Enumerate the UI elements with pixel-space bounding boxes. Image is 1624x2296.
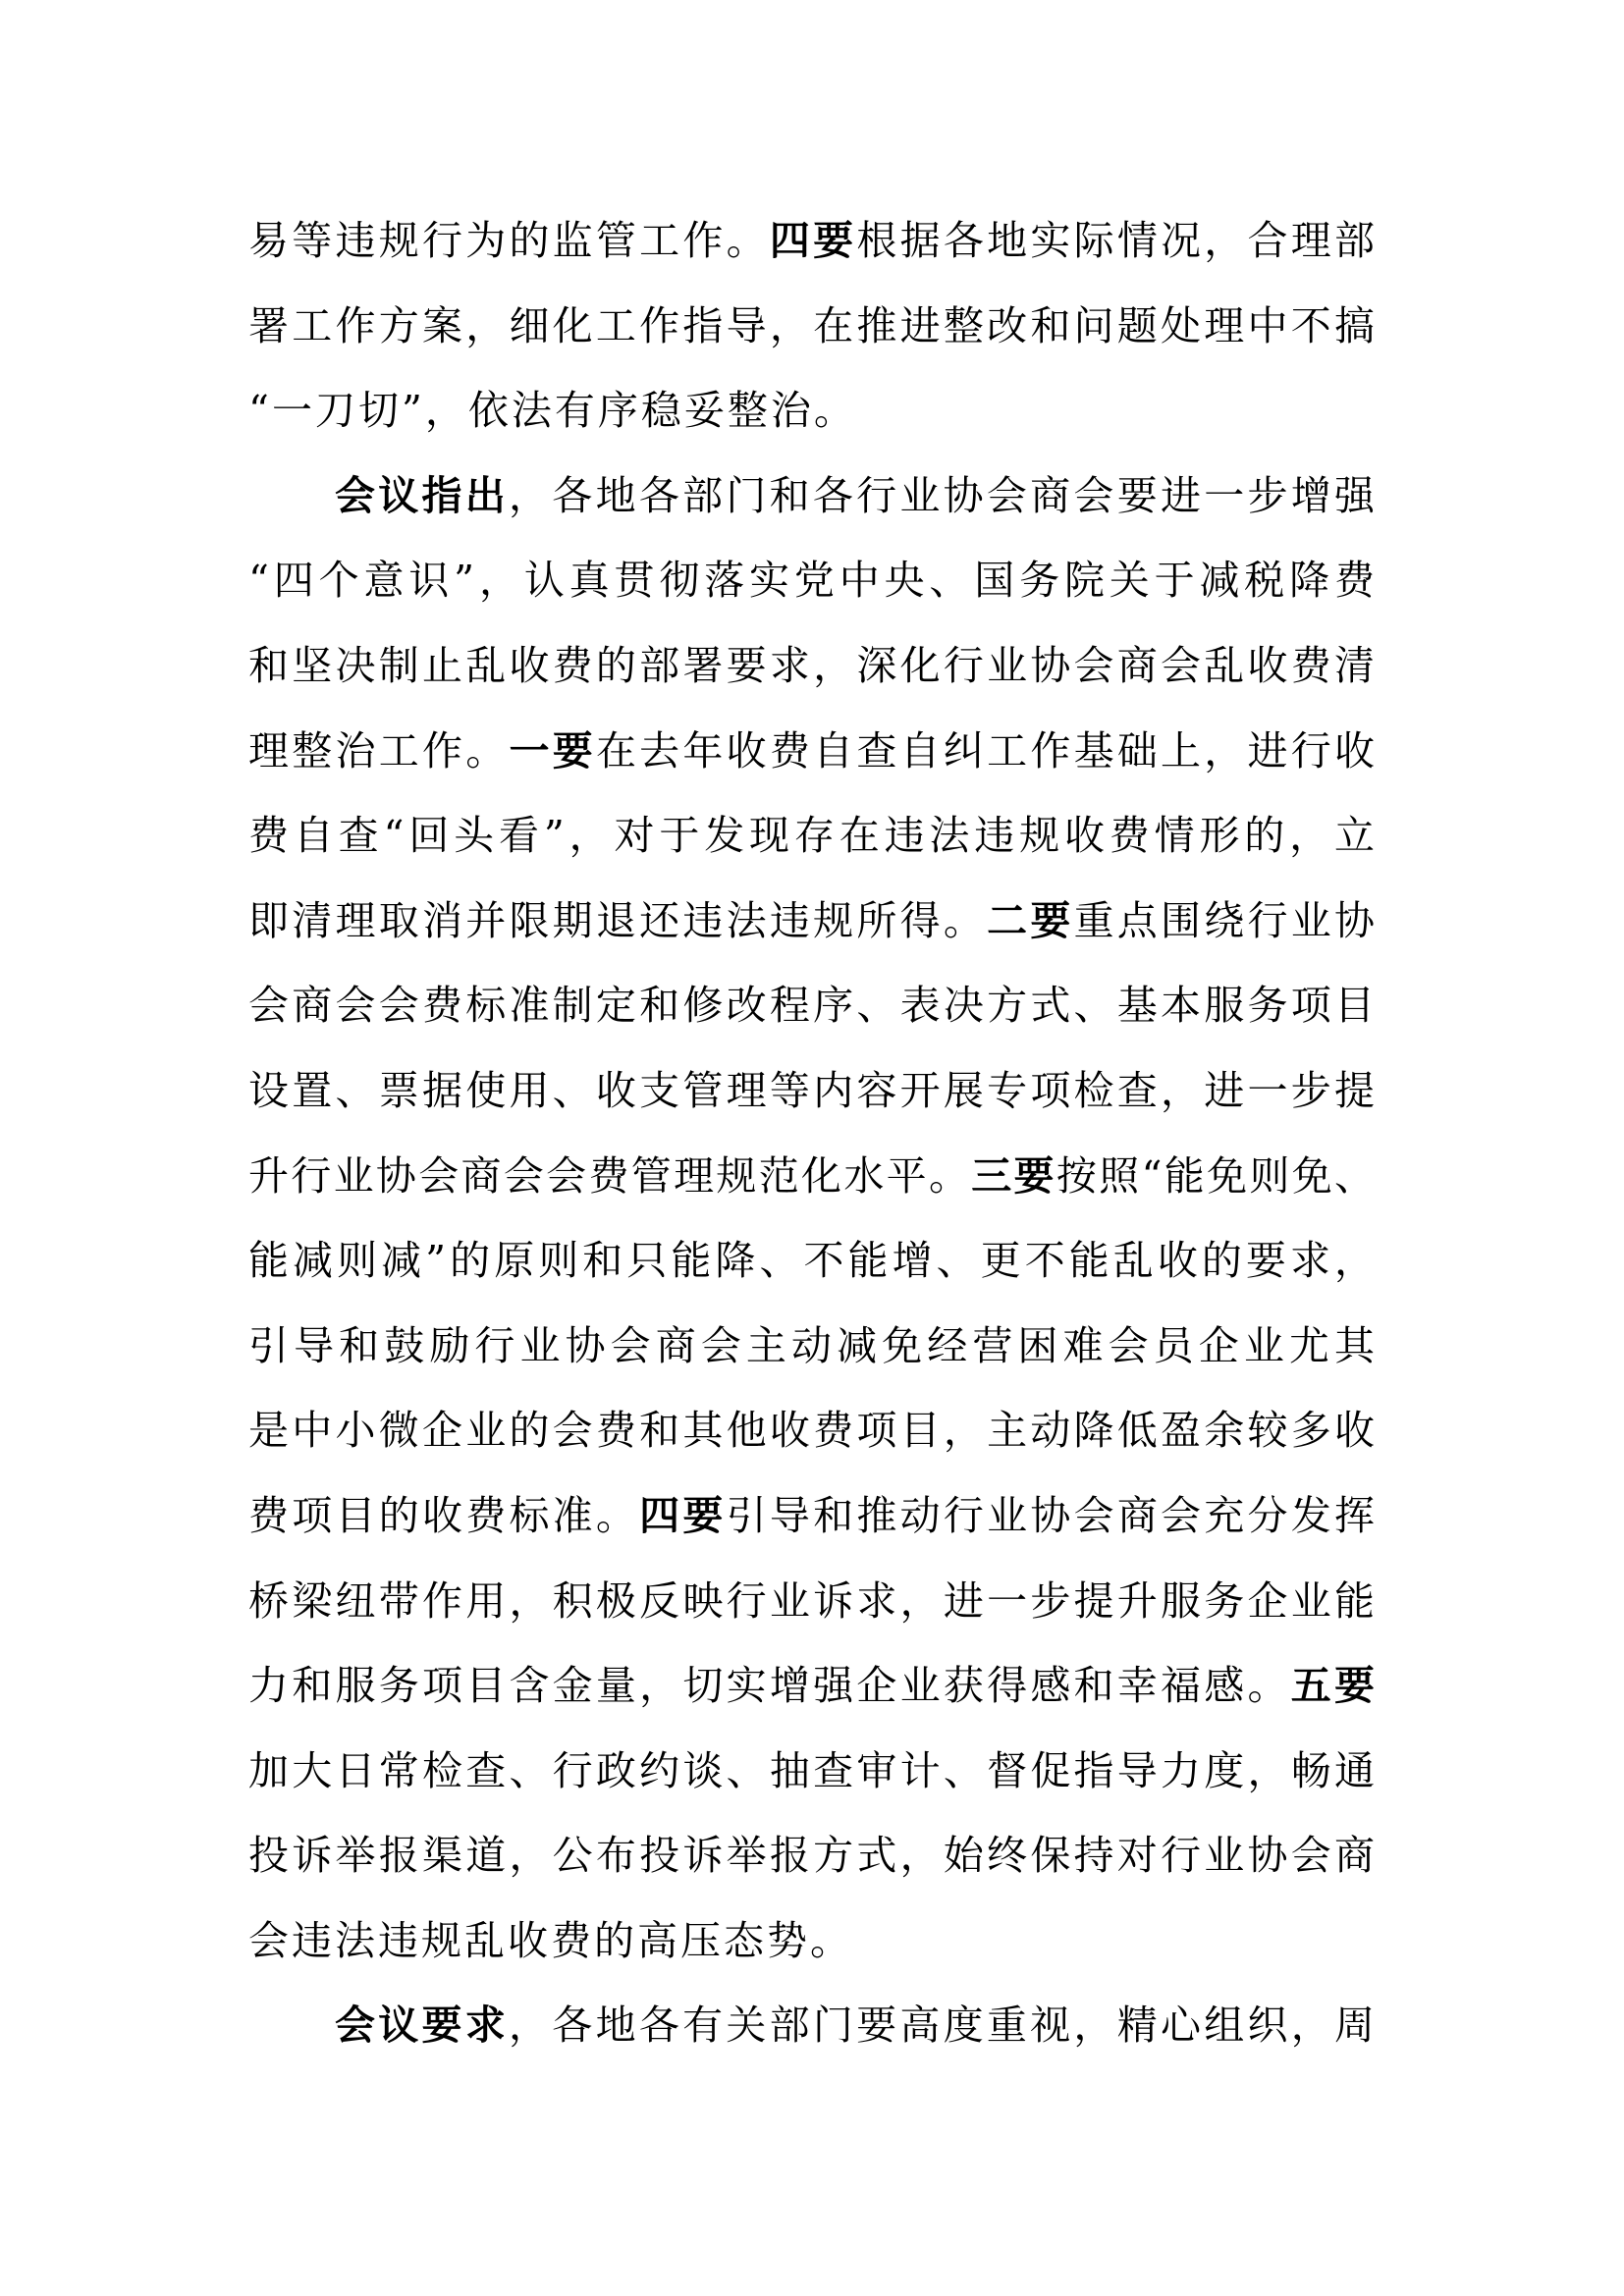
text-segment: 即清理取消并限期退还违法违规所得。 (248, 896, 988, 944)
bold-keyword: 五要 (1290, 1662, 1375, 1710)
body-text (248, 210, 1375, 2080)
text-line (248, 975, 1375, 1060)
text-line (248, 1571, 1375, 1656)
text-segment: 力和服务项目含金量，切实增强企业获得感和幸福感。 (248, 1662, 1291, 1710)
text-segment: 在去年收费自查自纠工作基础上，进行收 (595, 726, 1375, 774)
bold-keyword: 一要 (509, 726, 596, 774)
text-segment: 费项目的收费标准。 (248, 1491, 640, 1539)
text-segment: 是中小微企业的会费和其他收费项目，主动降低盈余较多收 (248, 1407, 1375, 1455)
text-line (248, 550, 1375, 635)
text-segment: 按照“能免则免、 (1056, 1151, 1375, 1200)
text-segment: ，各地各部门和各行业协会商会要进一步增强 (509, 471, 1375, 519)
bold-keyword: 会议要求 (335, 2002, 510, 2050)
text-segment: 投诉举报渠道，公布投诉举报方式，始终保持对行业协会商 (248, 1832, 1375, 1880)
text-segment: 设置、票据使用、收支管理等内容开展专项检查，进一步提 (248, 1066, 1375, 1114)
text-line (248, 210, 1375, 295)
text-segment: 理整治工作。 (248, 726, 510, 774)
text-segment: 桥梁纽带作用，积极反映行业诉求，进一步提升服务企业能 (248, 1576, 1375, 1625)
text-line (248, 635, 1375, 721)
text-line (248, 1146, 1375, 1231)
text-segment: 引导和推动行业协会商会充分发挥 (726, 1491, 1375, 1539)
text-segment: 易等违规行为的监管工作。 (248, 217, 770, 264)
text-line (248, 721, 1375, 806)
paragraph-p3 (248, 1995, 1375, 2080)
text-line (248, 1740, 1375, 1826)
text-segment: 引导和鼓励行业协会商会主动减免经营困难会员企业尤其 (248, 1321, 1375, 1369)
text-line (248, 1315, 1375, 1401)
bold-keyword: 三要 (971, 1151, 1056, 1200)
bold-keyword: 会议指出 (335, 471, 510, 519)
text-line (248, 1485, 1375, 1571)
bold-keyword: 四要 (639, 1491, 727, 1539)
text-segment: 加大日常检查、行政约谈、抽查审计、督促指导力度，畅通 (248, 1746, 1375, 1794)
text-segment: 能减则减”的原则和只能降、不能增、更不能乱收的要求， (248, 1237, 1375, 1285)
text-line (248, 1400, 1375, 1485)
paragraph-p1 (248, 210, 1375, 465)
text-line (248, 465, 1375, 551)
text-segment: “四个意识”，认真贯彻落实党中央、国务院关于减税降费 (248, 557, 1375, 605)
text-segment: 升行业协会商会会费管理规范化水平。 (248, 1151, 972, 1200)
text-segment: 根据各地实际情况，合理部 (856, 217, 1375, 264)
text-line (248, 1060, 1375, 1146)
text-line (248, 1230, 1375, 1315)
text-line (248, 295, 1375, 381)
text-segment: 费自查“回头看”，对于发现存在违法违规收费情形的，立 (248, 812, 1375, 860)
paragraph-p2 (248, 465, 1375, 1996)
text-segment: “一刀切”，依法有序稳妥整治。 (248, 387, 857, 435)
text-line (248, 380, 1375, 465)
text-line (248, 805, 1375, 890)
text-segment: 会违法违规乱收费的高压态势。 (248, 1916, 853, 1964)
text-line (248, 890, 1375, 976)
text-line (248, 1655, 1375, 1740)
bold-keyword: 四要 (769, 217, 857, 264)
text-line (248, 1825, 1375, 1910)
text-line (248, 1910, 1375, 1996)
text-segment: 和坚决制止乱收费的部署要求，深化行业协会商会乱收费清 (248, 641, 1375, 689)
text-segment: 署工作方案，细化工作指导，在推进整改和问题处理中不搞 (248, 301, 1375, 349)
text-segment: 重点围绕行业协 (1073, 896, 1375, 944)
text-segment: 会商会会费标准制定和修改程序、表决方式、基本服务项目 (248, 982, 1375, 1030)
text-line (248, 1995, 1375, 2080)
text-segment: ，各地各有关部门要高度重视，精心组织，周 (509, 2002, 1375, 2050)
bold-keyword: 二要 (987, 896, 1074, 944)
